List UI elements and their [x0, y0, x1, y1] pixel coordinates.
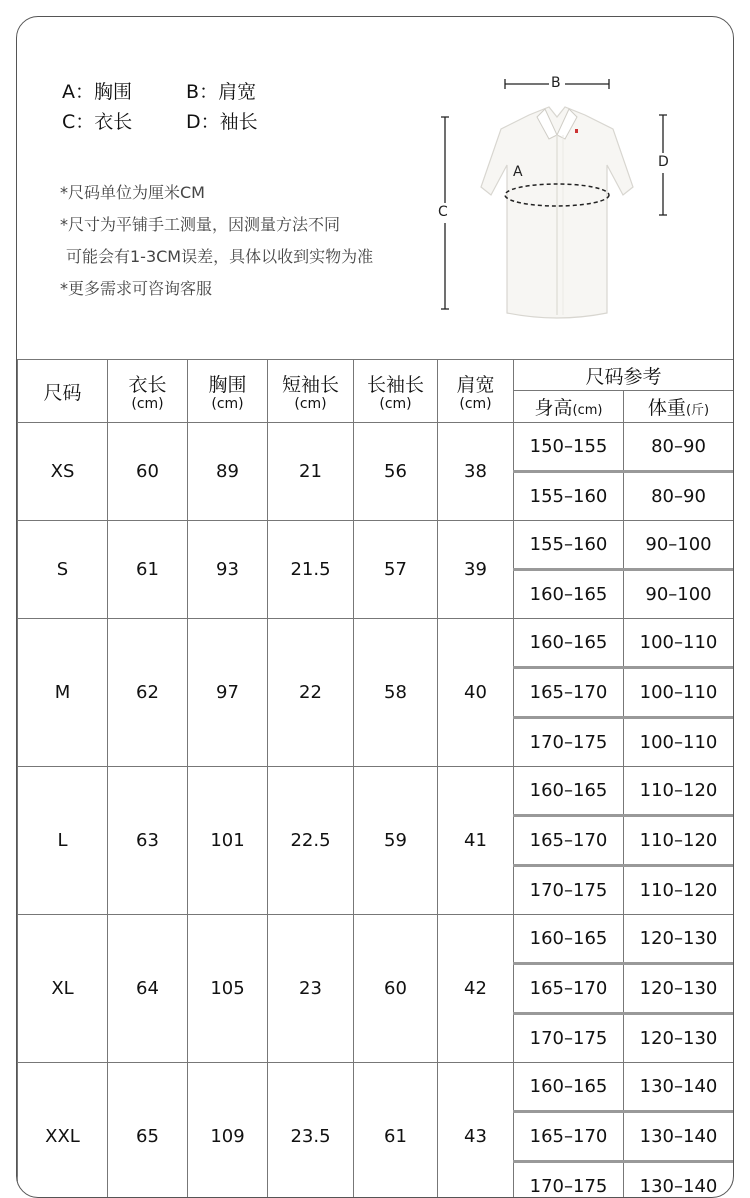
cell-length: 63	[108, 767, 188, 915]
legend-b: B：肩宽	[186, 77, 256, 107]
cell-length: 61	[108, 521, 188, 619]
cell-long-sleeve: 60	[354, 915, 438, 1063]
cell-long-sleeve: 57	[354, 521, 438, 619]
cell-ref-weight: 120–130	[624, 964, 734, 1014]
cell-chest: 109	[188, 1063, 268, 1198]
cell-ref-weight: 80–90	[624, 472, 734, 521]
cell-ref-height: 155–160	[514, 472, 624, 521]
table-row	[18, 619, 734, 668]
cell-long-sleeve: 61	[354, 1063, 438, 1198]
label-c: C	[438, 204, 448, 220]
cell-size: XXL	[18, 1063, 108, 1198]
cell-ref-weight: 130–140	[624, 1162, 734, 1198]
cell-ref-weight: 120–130	[624, 915, 734, 964]
cell-ref-weight: 90–100	[624, 570, 734, 619]
cell-ref-weight: 80–90	[624, 423, 734, 472]
cell-length: 65	[108, 1063, 188, 1198]
cell-short-sleeve: 23	[268, 915, 354, 1063]
cell-ref-weight: 90–100	[624, 521, 734, 570]
measurement-notes	[60, 177, 373, 305]
cell-ref-height: 165–170	[514, 1112, 624, 1162]
shirt-illustration	[437, 77, 697, 337]
shirt-diagram	[437, 77, 697, 337]
cell-ref-height: 160–165	[514, 915, 624, 964]
cell-shoulder: 40	[438, 619, 514, 767]
legend-d: D：袖长	[186, 107, 258, 137]
cell-ref-height: 170–175	[514, 718, 624, 767]
cell-ref-height: 160–165	[514, 570, 624, 619]
cell-ref-height: 165–170	[514, 668, 624, 718]
cell-ref-weight: 100–110	[624, 619, 734, 668]
cell-ref-height: 150–155	[514, 423, 624, 472]
legend-a: A：胸围	[62, 77, 180, 107]
cell-length: 64	[108, 915, 188, 1063]
cell-long-sleeve: 58	[354, 619, 438, 767]
size-chart-card	[16, 16, 734, 1198]
cell-shoulder: 42	[438, 915, 514, 1063]
cell-shoulder: 38	[438, 423, 514, 521]
cell-short-sleeve: 22	[268, 619, 354, 767]
cell-chest: 105	[188, 915, 268, 1063]
cell-ref-weight: 110–120	[624, 816, 734, 866]
cell-shoulder: 39	[438, 521, 514, 619]
cell-ref-weight: 110–120	[624, 767, 734, 816]
cell-ref-height: 170–175	[514, 1162, 624, 1198]
cell-ref-weight: 100–110	[624, 668, 734, 718]
legend-c: C：衣长	[62, 107, 180, 137]
cell-shoulder: 41	[438, 767, 514, 915]
measurement-legend	[62, 77, 258, 137]
cell-size: XS	[18, 423, 108, 521]
note-line: *尺寸为平铺手工测量，因测量方法不同	[60, 209, 373, 241]
cell-shoulder: 43	[438, 1063, 514, 1198]
cell-long-sleeve: 59	[354, 767, 438, 915]
header-weight: 体重(斤)	[624, 391, 734, 423]
label-d: D	[658, 154, 669, 170]
header-length: 衣长 (cm)	[108, 360, 188, 423]
note-line: *更多需求可咨询客服	[60, 273, 373, 305]
cell-size: L	[18, 767, 108, 915]
header-short-sleeve: 短袖长 (cm)	[268, 360, 354, 423]
table-row	[18, 521, 734, 570]
header-chest: 胸围 (cm)	[188, 360, 268, 423]
cell-ref-height: 160–165	[514, 767, 624, 816]
note-line: *尺码单位为厘米CM	[60, 177, 373, 209]
cell-size: M	[18, 619, 108, 767]
cell-chest: 93	[188, 521, 268, 619]
note-line: 可能会有1-3CM误差，具体以收到实物为准	[60, 241, 373, 273]
table-row	[18, 767, 734, 816]
header-size: 尺码	[18, 360, 108, 423]
size-table	[17, 359, 734, 1198]
cell-ref-height: 170–175	[514, 1014, 624, 1063]
cell-chest: 101	[188, 767, 268, 915]
cell-short-sleeve: 21	[268, 423, 354, 521]
cell-ref-height: 165–170	[514, 816, 624, 866]
cell-ref-height: 155–160	[514, 521, 624, 570]
cell-size: XL	[18, 915, 108, 1063]
cell-long-sleeve: 56	[354, 423, 438, 521]
cell-length: 62	[108, 619, 188, 767]
cell-short-sleeve: 21.5	[268, 521, 354, 619]
header-long-sleeve: 长袖长 (cm)	[354, 360, 438, 423]
label-b: B	[551, 75, 561, 91]
cell-short-sleeve: 22.5	[268, 767, 354, 915]
cell-short-sleeve: 23.5	[268, 1063, 354, 1198]
cell-ref-weight: 100–110	[624, 718, 734, 767]
cell-ref-height: 165–170	[514, 964, 624, 1014]
cell-chest: 89	[188, 423, 268, 521]
cell-ref-weight: 120–130	[624, 1014, 734, 1063]
header-height: 身高(cm)	[514, 391, 624, 423]
cell-ref-height: 170–175	[514, 866, 624, 915]
label-a: A	[513, 164, 523, 180]
header-reference: 尺码参考	[514, 360, 734, 391]
cell-ref-weight: 130–140	[624, 1063, 734, 1112]
cell-size: S	[18, 521, 108, 619]
cell-ref-weight: 110–120	[624, 866, 734, 915]
cell-length: 60	[108, 423, 188, 521]
cell-ref-height: 160–165	[514, 1063, 624, 1112]
table-row	[18, 1063, 734, 1112]
table-row	[18, 423, 734, 472]
cell-ref-weight: 130–140	[624, 1112, 734, 1162]
cell-chest: 97	[188, 619, 268, 767]
header-shoulder: 肩宽 (cm)	[438, 360, 514, 423]
cell-ref-height: 160–165	[514, 619, 624, 668]
table-row	[18, 915, 734, 964]
